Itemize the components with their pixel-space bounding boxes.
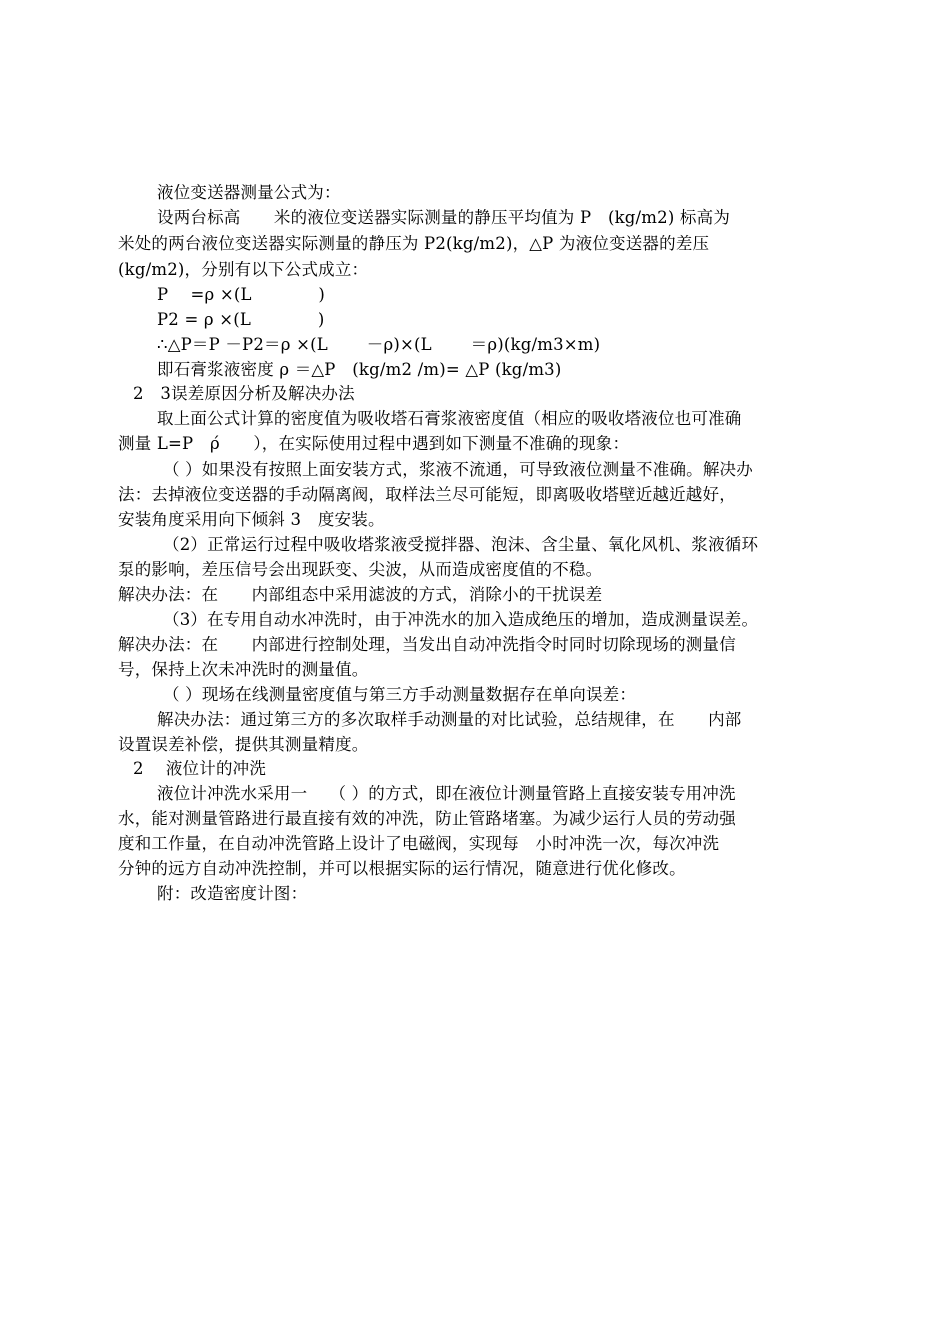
text-line: 分钟的远方自动冲洗控制，并可以根据实际的运行情况，随意进行优化修改。: [118, 859, 686, 878]
section-heading: 2 3误差原因分析及解决办法: [133, 384, 355, 403]
text-line: 度和工作量，在自动冲洗管路上设计了电磁阀，实现每 小时冲洗一次，每次冲洗: [118, 834, 720, 853]
formula-line: P2 = ρ ×(L ): [157, 310, 325, 329]
text-line: 解决办法：在 内部组态中采用滤波的方式，消除小的干扰误差: [118, 585, 603, 604]
text-line: 设两台标高 米的液位变送器实际测量的静压平均值为 P (kg/m2) 标高为: [157, 208, 731, 227]
formula-line: P =ρ ×(L ): [157, 285, 326, 304]
text-line: (kg/m2)，分别有以下公式成立：: [118, 260, 369, 279]
text-line: 液位变送器测量公式为：: [157, 183, 341, 202]
text-line: （ ）现场在线测量密度值与第三方手动测量数据存在单向误差：: [163, 685, 637, 704]
text-line: 水，能对测量管路进行最直接有效的冲洗，防止管路堵塞。为减少运行人员的劳动强: [118, 809, 736, 828]
text-line: 解决办法：通过第三方的多次取样手动测量的对比试验，总结规律，在 内部: [157, 710, 742, 729]
text-line: 号，保持上次未冲洗时的测量值。: [118, 660, 369, 679]
text-line: 附：改造密度计图：: [157, 884, 308, 903]
text-line: 泵的影响，差压信号会出现跃变、尖波，从而造成密度值的不稳。: [118, 560, 603, 579]
text-line: 设置误差补偿，提供其测量精度。: [118, 735, 369, 754]
formula-line: 即石膏浆液密度 ρ ＝△P (kg/m2 /m)= △P (kg/m3): [157, 360, 562, 379]
text-line: （3）在专用自动水冲洗时，由于冲洗水的加入造成绝压的增加，造成测量误差。: [163, 610, 759, 629]
text-line: 取上面公式计算的密度值为吸收塔石膏浆液密度值（相应的吸收塔液位也可准确: [157, 409, 742, 428]
text-line: 液位计冲洗水采用一 （ ）的方式，即在液位计测量管路上直接安装专用冲洗: [157, 784, 736, 803]
text-line: 米处的两台液位变送器实际测量的静压为 P2(kg/m2)，△P 为液位变送器的差压: [118, 234, 710, 253]
text-line: （2）正常运行过程中吸收塔浆液受搅拌器、泡沫、含尘量、氧化风机、浆液循环: [163, 535, 759, 554]
text-line: 测量 L=P ρ́ ），在实际使用过程中遇到如下测量不准确的现象：: [118, 434, 630, 453]
text-line: 解决办法：在 内部进行控制处理，当发出自动冲洗指令时同时切除现场的测量信: [118, 635, 736, 654]
section-heading: 2 液位计的冲洗: [133, 759, 267, 778]
formula-line: ∴△P＝P －P2＝ρ ×(L －ρ)×(L ＝ρ)(kg/m3×m): [157, 335, 601, 354]
text-line: （ ）如果没有按照上面安装方式，浆液不流通，可导致液位测量不准确。解决办: [163, 460, 753, 479]
text-line: 安装角度采用向下倾斜 3 度安装。: [118, 510, 385, 529]
text-line: 法：去掉液位变送器的手动隔离阀，取样法兰尽可能短，即离吸收塔壁近越近越好，: [118, 485, 736, 504]
